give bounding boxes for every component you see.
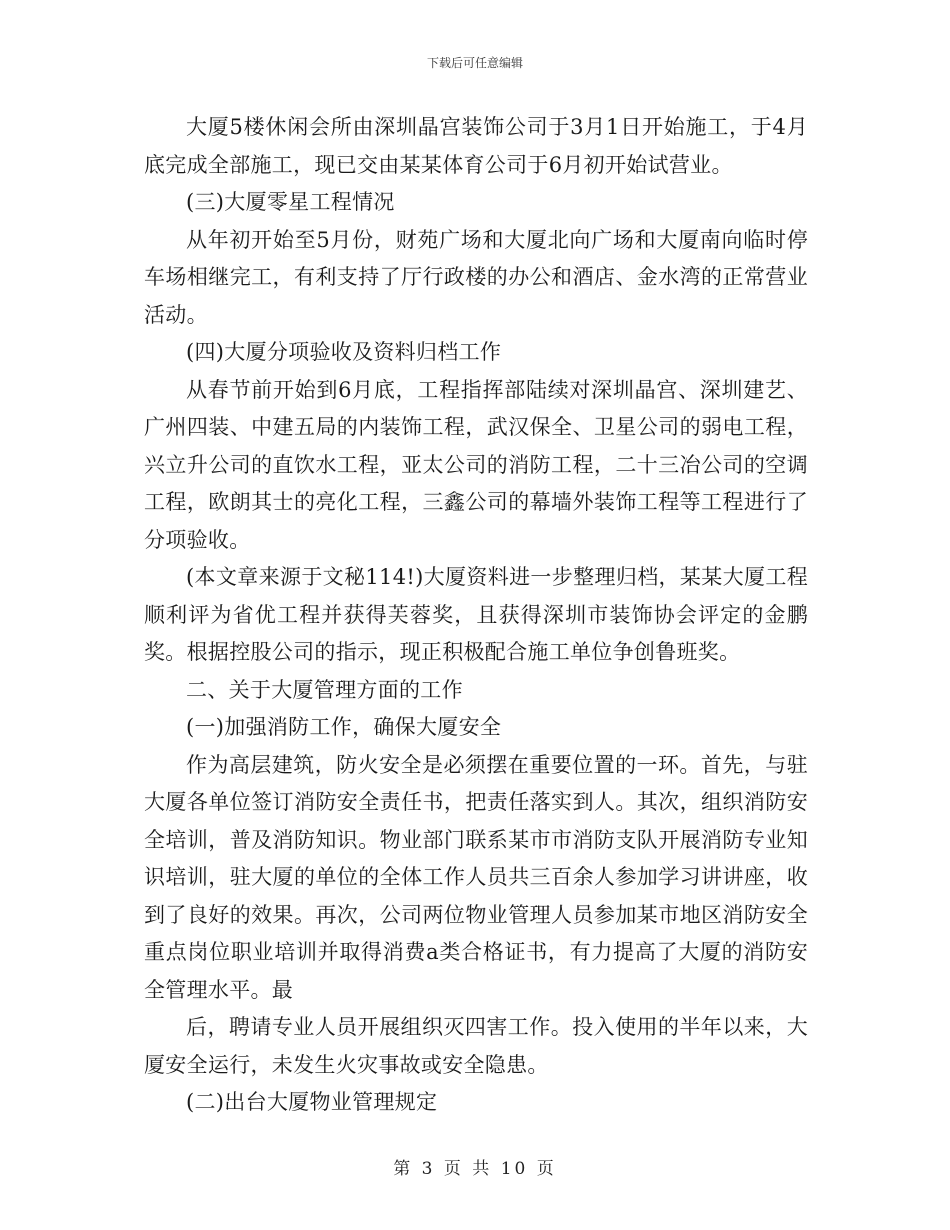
page-header: 下载后可任意编辑: [426, 56, 523, 70]
paragraph: 从年初开始至5月份，财苑广场和大厦北向广场和大厦南向临时停车场相继完工，有利支持了厅行政楼的办公和酒店、金水湾的正常营业活动。: [144, 227, 808, 327]
paragraph: 从春节前开始到6月底，工程指挥部陆续对深圳晶宫、深圳建艺、广州四装、中建五局的内装饰工程，武汉保全、卫星公司的弱电工程，兴立升公司的直饮水工程，亚太公司的消防工程，二十三冶公司的空调工程，欧朗其士的亮化工程，三鑫公司的幕墙外装饰工程等工程进行了分项验收。: [144, 377, 808, 552]
section-heading: (四)大厦分项验收及资料归档工作: [186, 340, 502, 364]
paragraph: 后，聘请专业人员开展组织灭四害工作。投入使用的半年以来，大厦安全运行，未发生火灾事故或安全隐患。: [144, 1015, 808, 1077]
section-heading: (一)加强消防工作，确保大厦安全: [186, 715, 502, 739]
page-number: 第 3 页 共 10 页: [393, 1159, 557, 1179]
paragraph: (本文章来源于文秘114!)大厦资料进一步整理归档，某某大厦工程顺利评为省优工程并获得芙蓉奖，且获得深圳市装饰协会评定的金鹏奖。根据控股公司的指示，现正积极配合施工单位争创鲁班奖。: [144, 565, 808, 664]
paragraph: 大厦5楼休闲会所由深圳晶宫装饰公司于3月1日开始施工，于4月底完成全部施工，现已交由某某体育公司于6月初开始试营业。: [144, 115, 808, 177]
section-heading: (二)出台大厦物业管理规定: [186, 1090, 438, 1114]
section-heading: 二、关于大厦管理方面的工作: [186, 677, 463, 702]
document-body: [144, 109, 808, 1122]
section-heading: (三)大厦零星工程情况: [186, 190, 395, 214]
paragraph: 作为高层建筑，防火安全是必须摆在重要位置的一环。首先，与驻大厦各单位签订消防安全责任书，把责任落实到人。其次，组织消防安全培训，普及消防知识。物业部门联系某市市消防支队开展消防专业知识培训，驻大厦的单位的全体工作人员共三百余人参加学习讲讲座，收到了良好的效果。再次，公司两位物业管理人员参加某市地区消防安全重点岗位职业培训并取得消费a类合格证书，有力提高了大厦的消防安全管理水平。最: [144, 752, 808, 1002]
